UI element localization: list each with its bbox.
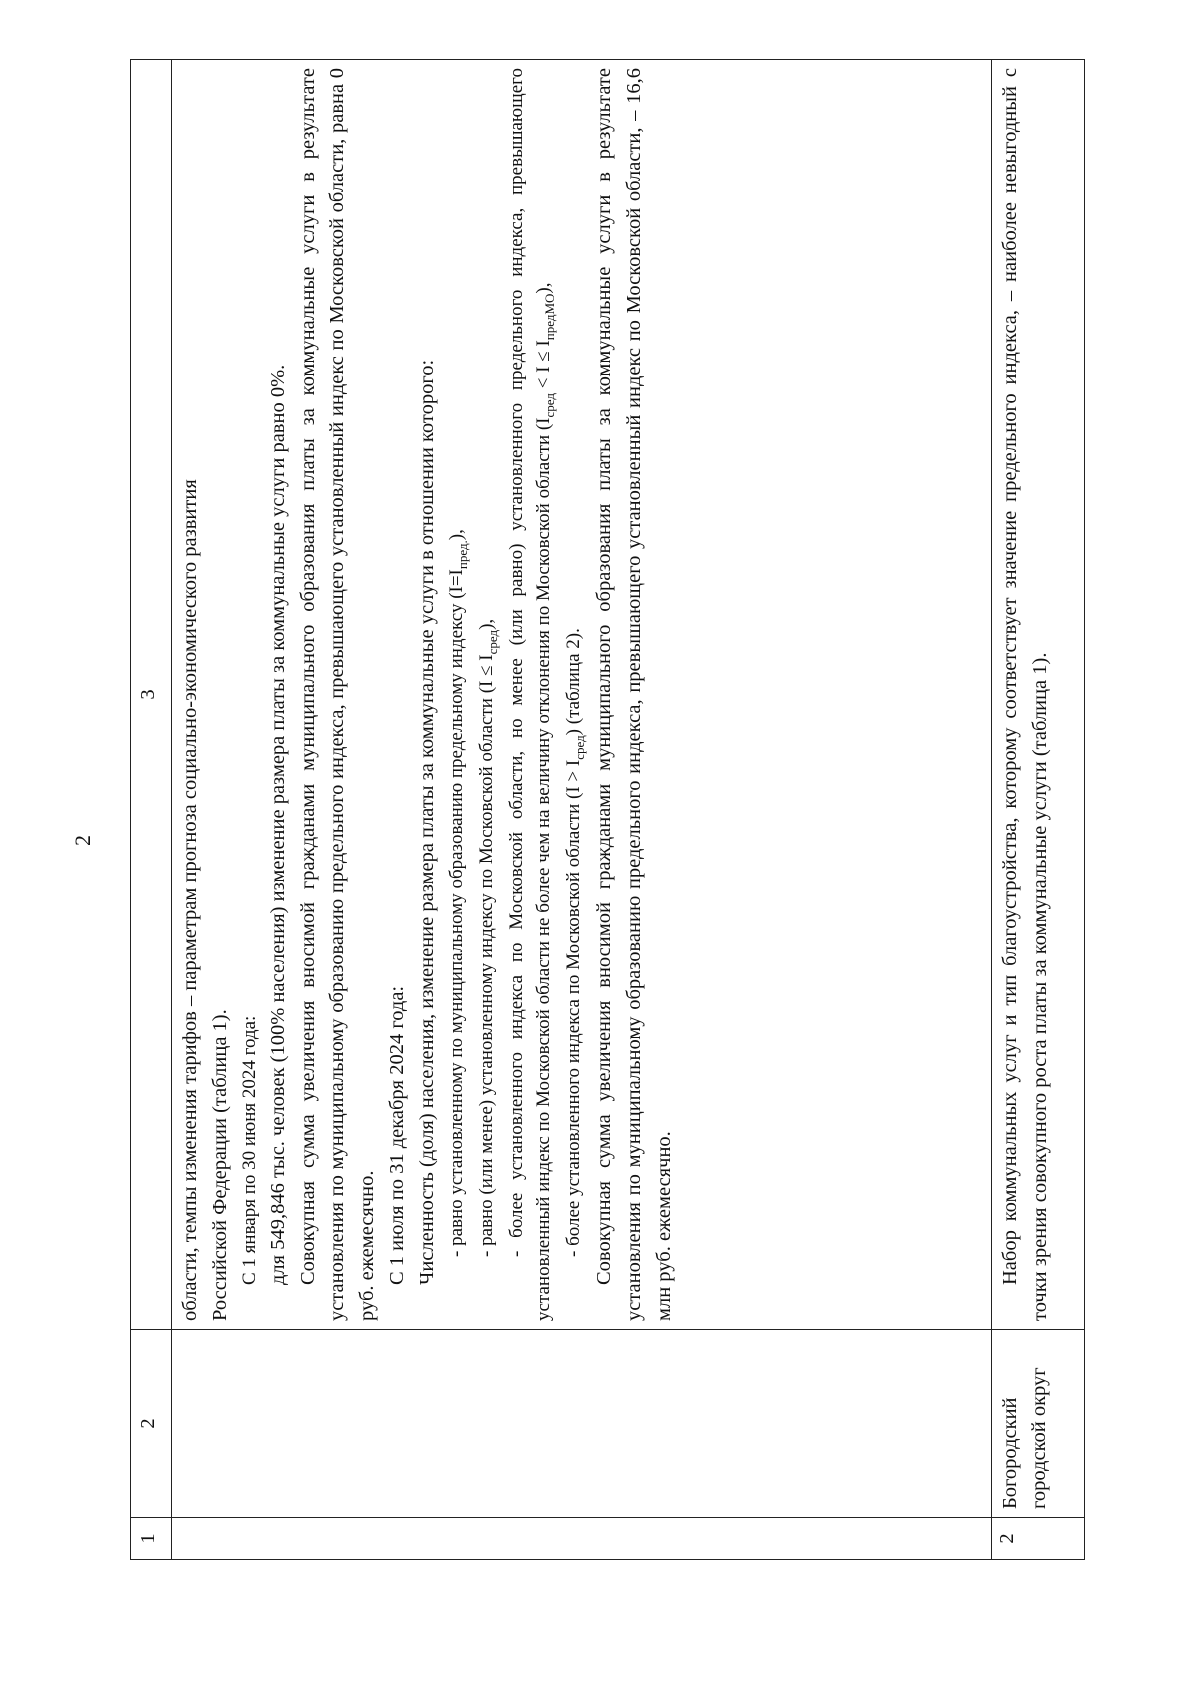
bullet-item (473, 68, 503, 1321)
bullet-text: ), (533, 282, 555, 294)
row2-col3: Набор коммунальных услуг и тип благоустройства, которому соответствует значение предельного индекса, – наиболее невыгодный с точки зрения совокупного роста платы за коммунальные услуги (таблица 1). (992, 60, 1085, 1330)
table-row (992, 60, 1085, 1560)
table-row (172, 60, 992, 1560)
header-col-2: 2 (131, 1330, 172, 1518)
bullet-item (443, 68, 473, 1321)
bullet-item (560, 68, 590, 1321)
header-col-3: 3 (131, 60, 172, 1330)
bullet-text: ), (446, 529, 468, 541)
bullet-text: - равно (или менее) установленному индексу по Московской области (I ≤ I (475, 654, 497, 1257)
row2-col2: Богородский городской округ (992, 1330, 1085, 1518)
subscript: сред (571, 735, 587, 760)
rotated-table-container (130, 60, 1085, 1560)
bullet-item (503, 68, 561, 1321)
bullet-text: - более установленного индекса по Московской области, но менее (или равно) установленного предельного индекса, превышающего установленный индекс по Московской области не более чем на величину отклонения по Московской области (I (505, 68, 555, 1321)
row1-col3 (172, 60, 992, 1330)
text-line: Совокупная сумма увеличения вносимой гражданами муниципального образования платы за коммунальные услуги в результате установления по муниципальному образованию предельного индекса, превышающего установленный индекс по Московской области, равна 0 руб. ежемесячно. (296, 68, 379, 1321)
bullet-text: < I ≤ I (533, 340, 555, 393)
bullet-text: ) (таблица 2). (563, 628, 585, 736)
text-line: С 1 января по 30 июня 2024 года: (238, 1015, 260, 1285)
text-line: области, темпы изменения тарифов – параметрам прогноза социально-экономического развития (179, 479, 201, 1321)
header-row (131, 60, 172, 1560)
row1-col2 (172, 1330, 992, 1518)
bullet-text: ), (475, 618, 497, 630)
subscript: сред (542, 393, 558, 418)
data-table (130, 59, 1085, 1560)
header-col-1: 1 (131, 1518, 172, 1560)
text-line: для 549,846 тыс. человек (100% населения) изменение размера платы за коммунальные услуги равно 0%. (266, 364, 289, 1285)
page-number: 2 (70, 835, 95, 846)
text-line: Российской Федерации (таблица 1). (208, 1009, 231, 1321)
text-line: Численность (доля) населения, изменение размера платы за коммунальные услуги в отношении которого: (416, 359, 439, 1285)
subscript: пред. (454, 540, 470, 570)
bullet-text: - более установленного индекса по Московской области (I > I (563, 759, 585, 1257)
text-line: С 1 июля по 31 декабря 2024 года: (386, 985, 409, 1285)
text-line: Совокупная сумма увеличения вносимой гражданами муниципального образования платы за коммунальные услуги в результате установления по муниципальному образованию предельного индекса, превышающего установленный индекс по Московской области, – 16,6 млн руб. ежемесячно. (592, 68, 675, 1321)
subscript: сред (484, 629, 500, 655)
row2-col1: 2 (992, 1518, 1085, 1560)
row1-col1 (172, 1518, 992, 1560)
bullet-text: - равно установленному по муниципальному образованию предельному индексу (I=I (446, 569, 468, 1257)
subscript: предМО (542, 293, 558, 341)
